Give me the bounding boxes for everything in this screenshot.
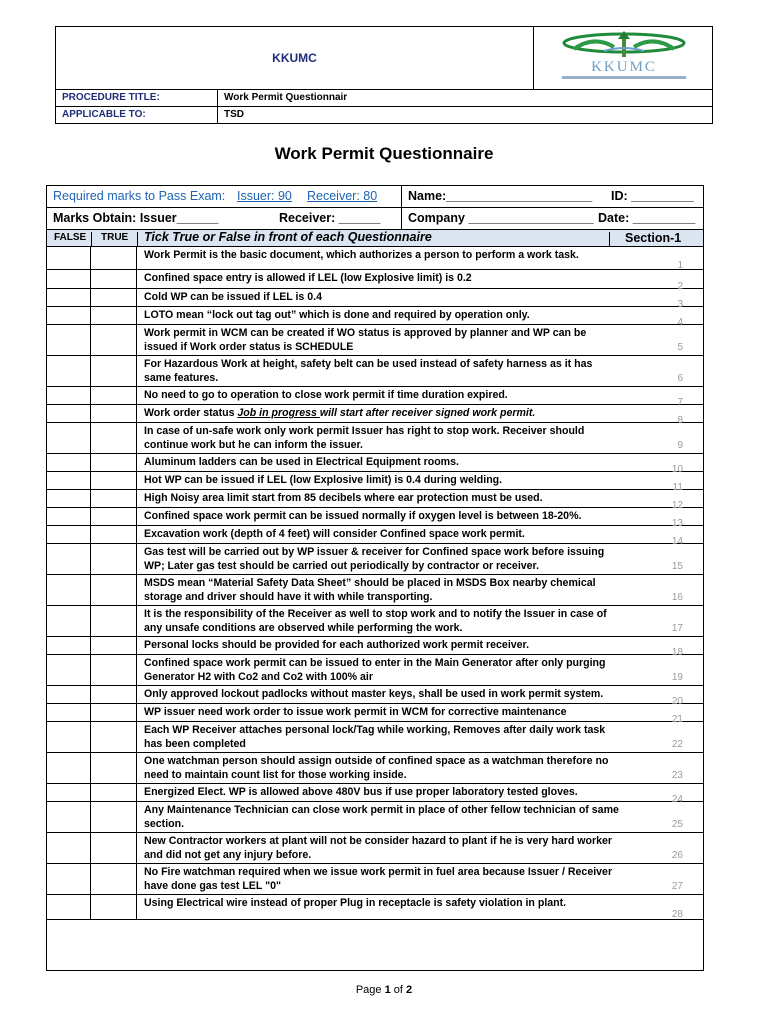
false-checkbox-cell[interactable]: [47, 356, 91, 386]
true-checkbox-cell[interactable]: [91, 606, 137, 636]
question-row: [47, 895, 703, 920]
question-number: 13: [671, 518, 683, 529]
true-checkbox-cell[interactable]: [91, 508, 137, 525]
question-row: [47, 325, 703, 356]
false-checkbox-cell[interactable]: [47, 544, 91, 574]
question-text: Work Permit is the basic document, which authorizes a person to perform a work task.: [144, 249, 579, 261]
false-checkbox-cell[interactable]: [47, 895, 91, 919]
question-number: 28: [671, 908, 683, 920]
question-row: [47, 753, 703, 784]
false-checkbox-cell[interactable]: [47, 508, 91, 525]
true-checkbox-cell[interactable]: [91, 864, 137, 894]
question-number: 9: [677, 439, 683, 451]
marks-obtain-issuer[interactable]: Marks Obtain: Issuer______: [53, 211, 219, 225]
marks-obtain-row: [47, 208, 703, 230]
question-row: [47, 784, 703, 805]
true-checkbox-cell[interactable]: [91, 544, 137, 574]
false-checkbox-cell[interactable]: [47, 655, 91, 685]
question-text: No Fire watchman required when we issue work permit in fuel area because Issuer / Receiver have done gas test LEL "0": [144, 866, 613, 892]
question-row: [47, 247, 703, 270]
question-row: [47, 454, 703, 475]
question-text: Aluminum ladders can be used in Electrical Equipment rooms.: [144, 456, 459, 468]
question-row: [47, 655, 703, 686]
procedure-title-label: PROCEDURE TITLE:: [62, 92, 160, 103]
question-text: LOTO mean “lock out tag out” which is done and required by operation only.: [144, 309, 530, 321]
true-checkbox-cell[interactable]: [91, 802, 137, 832]
question-text: It is the responsibility of the Receiver as well to stop work and to notify the Issuer in case of any unsafe conditions are observed while performing the work.: [144, 608, 607, 634]
applicable-to-row: [56, 106, 712, 123]
true-column-header: TRUE: [101, 232, 129, 243]
false-checkbox-cell[interactable]: [47, 472, 91, 489]
applicable-to-value: TSD: [224, 109, 244, 120]
questionnaire-table: [46, 185, 704, 971]
question-text: For Hazardous Work at height, safety belt can be used instead of safety harness as it has same features.: [144, 358, 593, 384]
true-checkbox-cell[interactable]: [91, 325, 137, 355]
question-row: [47, 526, 703, 547]
true-checkbox-cell[interactable]: [91, 307, 137, 324]
page-footer: [0, 984, 768, 996]
question-text: Energized Elect. WP is allowed above 480V bus if use proper laboratory tested gloves.: [144, 786, 578, 798]
false-checkbox-cell[interactable]: [47, 722, 91, 752]
question-number: 16: [671, 591, 683, 603]
question-number: 20: [671, 696, 683, 707]
false-checkbox-cell[interactable]: [47, 575, 91, 605]
question-number: 12: [671, 500, 683, 511]
false-checkbox-cell[interactable]: [47, 704, 91, 721]
question-text-part: will start after receiver signed work permit.: [319, 407, 536, 419]
question-text-part: Work order status: [144, 407, 238, 419]
issuer-pass-marks: Issuer: 90: [237, 189, 292, 203]
question-text: MSDS mean “Material Safety Data Sheet” should be placed in MSDS Box nearby chemical storage and driver should have it with while transporting.: [144, 577, 596, 603]
true-checkbox-cell[interactable]: [91, 356, 137, 386]
question-row: [47, 544, 703, 575]
false-checkbox-cell[interactable]: [47, 289, 91, 306]
question-text: Work permit in WCM can be created if WO status is approved by planner and WP can be issued if Work order status is SCHEDULE: [144, 327, 587, 353]
question-text: Confined space entry is allowed if LEL (low Explosive limit) is 0.2: [144, 272, 472, 284]
question-text: One watchman person should assign outside of confined space as a watchman therefore no need to maintain count list for those working inside.: [144, 755, 609, 781]
total-pages: 2: [406, 984, 413, 996]
question-text: Only approved lockout padlocks without master keys, shall be used in work permit system.: [144, 688, 604, 700]
false-checkbox-cell[interactable]: [47, 864, 91, 894]
question-text: Cold WP can be issued if LEL is 0.4: [144, 291, 322, 303]
question-number: 23: [671, 769, 683, 781]
question-row: [47, 704, 703, 725]
question-number: 22: [671, 738, 683, 750]
true-checkbox-cell[interactable]: [91, 704, 137, 721]
false-checkbox-cell[interactable]: [47, 686, 91, 703]
true-checkbox-cell[interactable]: [91, 423, 137, 453]
question-text: Confined space work permit can be issued normally if oxygen level is between 18-20%.: [144, 510, 582, 522]
false-checkbox-cell[interactable]: [47, 526, 91, 543]
question-text: [144, 406, 619, 420]
pass-marks-row: [47, 186, 703, 208]
true-checkbox-cell[interactable]: [91, 454, 137, 471]
question-number: 25: [671, 818, 683, 830]
question-text: Confined space work permit can be issued to enter in the Main Generator after only purging Generator H2 with Co2 and Co2 with 100% air: [144, 657, 606, 683]
false-checkbox-cell[interactable]: [47, 802, 91, 832]
false-checkbox-cell[interactable]: [47, 270, 91, 288]
false-checkbox-cell[interactable]: [47, 387, 91, 404]
question-number: 27: [671, 880, 683, 892]
false-checkbox-cell[interactable]: [47, 423, 91, 453]
question-number: 10: [671, 464, 683, 475]
question-text: No need to go to operation to close work permit if time duration expired.: [144, 389, 508, 401]
question-number: 14: [671, 536, 683, 547]
question-number: 19: [671, 671, 683, 683]
question-text: Gas test will be carried out by WP issuer & receiver for Confined space work before issuing WP; Later gas test should be carried out periodically by contractor or receiver.: [144, 546, 605, 572]
true-checkbox-cell[interactable]: [91, 895, 137, 919]
question-number: 24: [671, 794, 683, 805]
question-row: [47, 472, 703, 493]
question-text: Any Maintenance Technician can close work permit in place of other fellow technician of same section.: [144, 804, 619, 830]
true-checkbox-cell[interactable]: [91, 686, 137, 703]
true-checkbox-cell[interactable]: [91, 784, 137, 801]
question-number: 3: [677, 299, 683, 310]
true-checkbox-cell[interactable]: [91, 655, 137, 685]
document-header: [55, 26, 713, 124]
marks-obtain-receiver[interactable]: Receiver: ______: [279, 211, 381, 225]
question-number: 17: [671, 622, 683, 634]
question-number: 1: [677, 259, 683, 271]
true-checkbox-cell[interactable]: [91, 387, 137, 404]
false-checkbox-cell[interactable]: [47, 307, 91, 324]
false-checkbox-cell[interactable]: [47, 784, 91, 801]
instruction-header: Tick True or False in front of each Questionnaire: [144, 230, 432, 244]
question-number: 8: [677, 415, 683, 426]
question-row: [47, 686, 703, 707]
true-checkbox-cell[interactable]: [91, 289, 137, 306]
question-number: 4: [677, 317, 683, 328]
procedure-title-value: Work Permit Questionnair: [224, 92, 348, 103]
question-row: [47, 289, 703, 310]
id-field[interactable]: ID: _________: [611, 189, 694, 203]
question-text: In case of un-safe work only work permit Issuer has right to stop work. Receiver should continue work but he can inform the issuer.: [144, 425, 585, 451]
org-name: KKUMC: [56, 27, 534, 89]
false-checkbox-cell[interactable]: [47, 637, 91, 654]
question-row: [47, 802, 703, 833]
procedure-title-row: [56, 89, 712, 106]
question-row: [47, 606, 703, 637]
of-word: of: [393, 984, 403, 996]
question-number: 5: [677, 341, 683, 353]
false-checkbox-cell[interactable]: [47, 753, 91, 783]
true-checkbox-cell[interactable]: [91, 575, 137, 605]
question-row: [47, 387, 703, 408]
true-checkbox-cell[interactable]: [91, 753, 137, 783]
question-number: 15: [671, 560, 683, 572]
applicable-to-label: APPLICABLE TO:: [62, 109, 146, 120]
question-text: High Noisy area limit start from 85 decibels where ear protection must be used.: [144, 492, 543, 504]
table-header-row: [47, 230, 703, 247]
false-checkbox-cell[interactable]: [47, 606, 91, 636]
true-checkbox-cell[interactable]: [91, 247, 137, 269]
false-checkbox-cell[interactable]: [47, 325, 91, 355]
true-checkbox-cell[interactable]: [91, 405, 137, 422]
question-row: [47, 508, 703, 529]
question-number: 2: [677, 280, 683, 292]
question-row: [47, 637, 703, 658]
false-checkbox-cell[interactable]: [47, 833, 91, 863]
question-row: [47, 575, 703, 606]
question-text: New Contractor workers at plant will not be consider hazard to plant if he is very hard worker and did not get any injury before.: [144, 835, 612, 861]
question-row: [47, 356, 703, 387]
true-checkbox-cell[interactable]: [91, 722, 137, 752]
true-checkbox-cell[interactable]: [91, 637, 137, 654]
true-checkbox-cell[interactable]: [91, 472, 137, 489]
true-checkbox-cell[interactable]: [91, 833, 137, 863]
question-row: [47, 722, 703, 753]
question-number: 21: [671, 714, 683, 725]
current-page: 1: [384, 984, 391, 996]
name-field[interactable]: Name:_____________________: [408, 189, 593, 203]
question-text: Each WP Receiver attaches personal lock/Tag while working, Removes after daily work task has been completed: [144, 724, 606, 750]
question-row: [47, 423, 703, 454]
true-checkbox-cell[interactable]: [91, 270, 137, 288]
date-field[interactable]: Date: _________: [598, 211, 696, 225]
true-checkbox-cell[interactable]: [91, 490, 137, 507]
question-row: [47, 864, 703, 895]
question-number: 6: [677, 372, 683, 384]
question-number: 11: [672, 482, 683, 493]
question-status-term: Job in progress: [237, 407, 320, 419]
question-text: WP issuer need work order to issue work permit in WCM for corrective maintenance: [144, 706, 567, 718]
question-row: [47, 490, 703, 511]
false-checkbox-cell[interactable]: [47, 454, 91, 471]
page-title: Work Permit Questionnaire: [274, 144, 494, 163]
page-word: Page: [355, 984, 382, 996]
receiver-pass-marks: Receiver: 80: [307, 189, 378, 203]
false-checkbox-cell[interactable]: [47, 247, 91, 269]
question-number: 26: [671, 849, 683, 861]
question-number: 18: [671, 647, 683, 658]
question-row: [47, 405, 703, 426]
false-column-header: FALSE: [54, 232, 87, 243]
false-checkbox-cell[interactable]: [47, 405, 91, 422]
question-text: Hot WP can be issued if LEL (low Explosive limit) is 0.4 during welding.: [144, 474, 503, 486]
svg-text:KKUMC: KKUMC: [590, 59, 657, 75]
question-row: [47, 270, 703, 292]
question-text: Personal locks should be provided for each authorized work permit receiver.: [144, 639, 530, 651]
true-checkbox-cell[interactable]: [91, 526, 137, 543]
pass-marks-label: Required marks to Pass Exam:: [53, 189, 226, 203]
question-number: 7: [677, 397, 683, 408]
question-row: [47, 307, 703, 328]
company-field[interactable]: Company __________________: [408, 211, 594, 225]
question-row: [47, 833, 703, 864]
kkumc-logo: [534, 27, 713, 89]
false-checkbox-cell[interactable]: [47, 490, 91, 507]
question-text: Using Electrical wire instead of proper Plug in receptacle is safety violation in plant.: [144, 897, 567, 909]
section-header: Section-1: [625, 231, 682, 245]
question-text: Excavation work (depth of 4 feet) will consider Confined space work permit.: [144, 528, 525, 540]
